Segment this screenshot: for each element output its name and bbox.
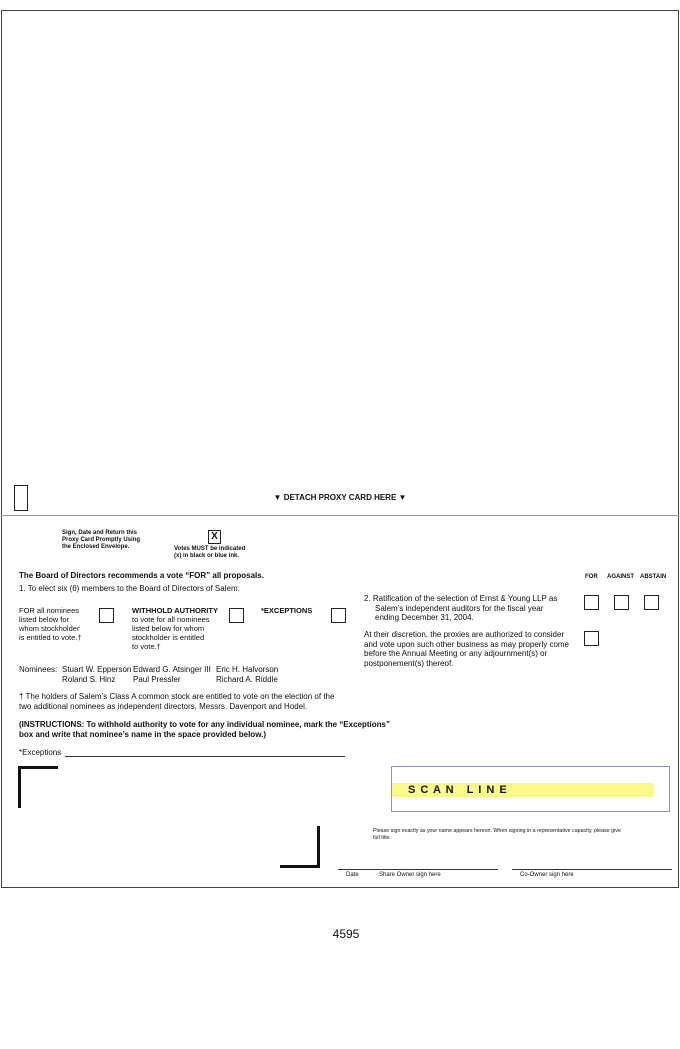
- col-for: FOR: [585, 574, 598, 580]
- withhold-label: WITHHOLD AUTHORITY to vote for all nominees listed below for whom stockholder is entitled to vote.†: [132, 606, 218, 651]
- sign-date-return-note: Sign, Date and Return this Proxy Card Promptly Using the Enclosed Envelope.: [62, 530, 141, 550]
- proposal2-for-checkbox[interactable]: [584, 595, 599, 610]
- page-number: 4595: [332, 927, 360, 941]
- proposal2-against-checkbox[interactable]: [614, 595, 629, 610]
- co-owner-label: Co-Owner sign here: [520, 872, 574, 878]
- crop-mark-bottom-right: [280, 826, 320, 868]
- share-owner-label: Share Owner sign here: [379, 872, 441, 878]
- votes-must-note: Votes MUST be indicated (x) in black or blue ink.: [174, 546, 246, 559]
- sign-exactly-note: Please sign exactly as your name appears hereon. When signing in a representative capacity, please give full title.: [373, 828, 621, 841]
- discretion-checkbox[interactable]: [584, 631, 599, 646]
- exceptions-label: *EXCEPTIONS: [261, 606, 313, 615]
- col-against: AGAINST: [607, 574, 634, 580]
- perforation-line: [1, 515, 679, 516]
- share-owner-signature-line[interactable]: [338, 869, 498, 870]
- date-label: Date: [346, 872, 359, 878]
- exceptions-write-line[interactable]: [65, 756, 345, 757]
- top-stub-box: [14, 485, 28, 511]
- scan-line-box: [391, 766, 670, 812]
- nominees-col1: Stuart W. Epperson Roland S. Hinz: [62, 665, 132, 684]
- example-mark-box: [208, 530, 221, 544]
- scan-line-label: S C A N L I N E: [408, 784, 508, 796]
- nominees-col3: Eric H. Halvorson Richard A. Riddle: [216, 665, 279, 684]
- for-all-label: FOR all nominees listed below for whom stockholder is entitled to vote.†: [19, 606, 82, 642]
- exceptions-field-label: *Exceptions: [19, 748, 62, 757]
- x-mark: X: [211, 531, 218, 542]
- withhold-checkbox[interactable]: [229, 608, 244, 623]
- for-all-checkbox[interactable]: [99, 608, 114, 623]
- proposal2-text: 2. Ratification of the selection of Ernst & Young LLP as Salem’s independent auditors for the fiscal year ending December 31, 2004.: [364, 594, 558, 622]
- discretion-text: At their discretion, the proxies are authorized to consider and vote upon such other business as may properly come before the Annual Meeting or any adjournment(s) or postponement(s) thereof.: [364, 630, 570, 668]
- board-recommends: The Board of Directors recommends a vote “FOR” all proposals.: [19, 571, 264, 580]
- proposal1-title: 1. To elect six (6) members to the Board of Directors of Salem:: [19, 584, 240, 593]
- nominees-col2: Edward G. Atsinger III Paul Pressler: [133, 665, 211, 684]
- nominees-label: Nominees:: [19, 665, 58, 674]
- class-a-footnote: † The holders of Salem’s Class A common stock are entitled to vote on the election of the two additional nominees as independent directors, Messrs. Davenport and Hodel.: [19, 692, 335, 711]
- withhold-instructions: (INSTRUCTIONS: To withhold authority to vote for any individual nominee, mark the “Exceptions” box and write that nominee’s name in the space provided below.): [19, 720, 390, 739]
- crop-mark-top-left: [18, 766, 58, 808]
- proposal2-abstain-checkbox[interactable]: [644, 595, 659, 610]
- exceptions-checkbox[interactable]: [331, 608, 346, 623]
- detach-label: ▼ DETACH PROXY CARD HERE ▼: [273, 493, 407, 502]
- co-owner-signature-line[interactable]: [512, 869, 672, 870]
- col-abstain: ABSTAIN: [640, 574, 667, 580]
